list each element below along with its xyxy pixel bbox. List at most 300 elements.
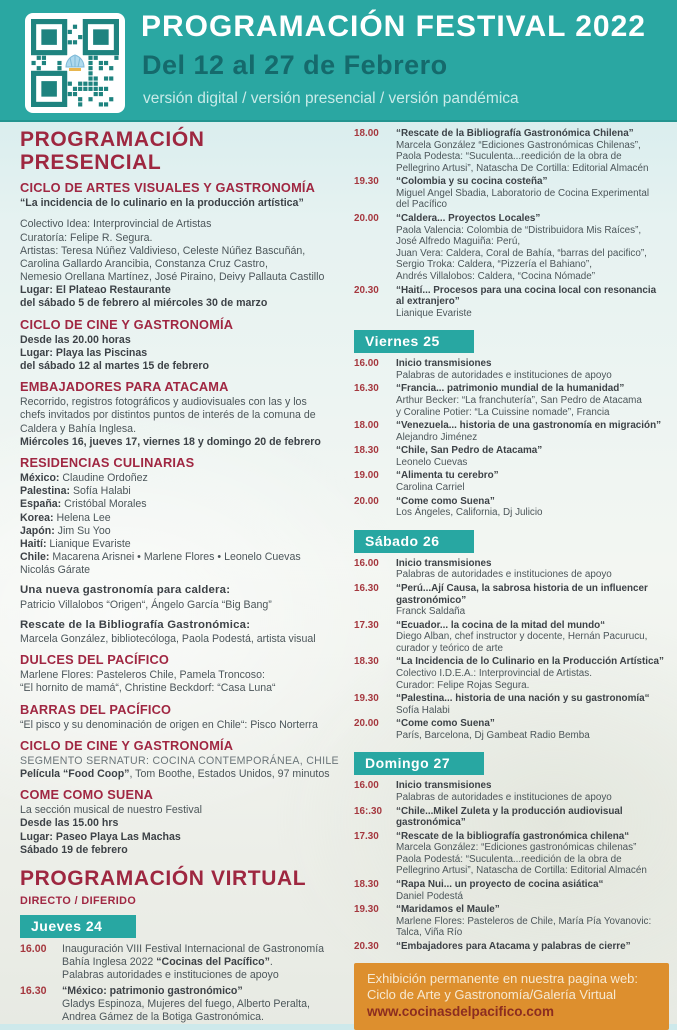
section-heading: CICLO DE ARTES VISUALES Y GASTRONOMÍA <box>20 180 316 196</box>
text-run: “La Incidencia de lo Culinario en la Producción Artística” <box>396 656 664 668</box>
schedule-entry <box>390 176 669 211</box>
website-url[interactable]: www.cocinasdelpacifico.com <box>367 1004 555 1020</box>
text-run: Recorrido, registros fotográficos y audiovisuales con las y los <box>20 396 307 409</box>
schedule-time: 17.30 <box>354 619 379 631</box>
text-run: Macarena Arisnei • Marlene Flores • Leonelo Cuevas <box>49 551 301 564</box>
schedule-item <box>354 941 669 953</box>
text-run: Nemesio Orellana Martínez, José Piraino, Deivy Pallauta Castillo <box>20 271 325 284</box>
schedule-item <box>354 656 669 691</box>
schedule-item <box>354 879 669 902</box>
text-line <box>396 370 669 382</box>
schedule-entry <box>390 383 669 418</box>
text-run: París, Barcelona, Dj Gambeat Radio Bemba <box>396 729 590 741</box>
text-line <box>396 606 669 618</box>
text-run: Jim Su Yoo <box>54 524 111 537</box>
text-run: Palabras de autoridades e instituciones de apoyo <box>396 569 612 581</box>
text-line <box>20 719 342 732</box>
text-run: “Chile...Mikel Zuleta y la producción audiovisual <box>396 805 623 817</box>
text-run: y Coraline Potier: “La Cuissine nomade”, Francia <box>396 406 610 418</box>
text-run: Sergio Troka: Caldera, “Pizzería el Bahiano”, <box>396 259 592 271</box>
text-run: al extranjero” <box>396 296 460 308</box>
schedule-time: 18.30 <box>354 656 379 668</box>
text-run: Artistas: Teresa Núñez Valdivieso, Celeste Núñez Bascuñán, <box>20 244 306 257</box>
footer-line1: Exhibición permanente en nuestra pagina web: <box>367 970 639 986</box>
text-run: Lianique Evariste <box>46 537 131 550</box>
text-line <box>62 956 342 969</box>
text-run: “Francia... patrimonio mundial de la humanidad” <box>396 383 625 395</box>
schedule-item <box>354 285 669 320</box>
text-line <box>20 768 342 781</box>
text-run: Desde las 20.00 horas <box>20 333 131 346</box>
schedule-item <box>354 445 669 468</box>
text-run: Talca, Viña Río <box>396 927 463 939</box>
schedule-time: 16.30 <box>20 984 47 997</box>
schedule-entry <box>390 470 669 493</box>
section-heading: DULCES DEL PACÍFICO <box>20 652 170 668</box>
text-line <box>396 620 669 632</box>
text-run: Gladys Espinoza, Mujeres del fuego, Alberto Peralta, <box>62 997 310 1010</box>
qr-code <box>25 13 125 113</box>
section-heading: RESIDENCIAS CULINARIAS <box>20 454 195 470</box>
text-line <box>20 423 342 436</box>
text-run: Palabras de autoridades e instituciones de apoyo <box>396 369 612 381</box>
virtual-title: PROGRAMACIÓN VIRTUAL <box>20 866 307 890</box>
text-run: “Haití... Procesos para una cocina local con resonancia <box>396 284 657 296</box>
text-line <box>396 583 669 595</box>
text-run: Carolina Gallardo Arancibia, Constanza Cruz Castro, <box>20 257 268 270</box>
text-line <box>396 927 669 939</box>
text-run: “Come como Suena” <box>396 495 495 507</box>
day-label-sabado: Sábado 26 <box>354 530 474 553</box>
text-line <box>20 755 342 768</box>
text-run: Lugar: El Plateao Restaurante <box>20 284 171 297</box>
schedule-time: 19.30 <box>354 904 379 916</box>
text-line <box>396 420 669 432</box>
text-run: Los Ángeles, California, Dj Julicio <box>396 507 543 519</box>
text-line <box>396 569 669 581</box>
text-line <box>396 236 669 248</box>
text-line <box>396 383 669 395</box>
text-line <box>20 804 342 817</box>
text-run: Chile: <box>20 551 50 564</box>
schedule-time: 16.30 <box>354 383 379 395</box>
text-run: “El pisco y su denominación de origen en Chile“: Pisco Norterra <box>20 718 318 731</box>
text-line <box>62 943 342 956</box>
text-run: Caldera y Bahía Inglesa. <box>20 422 137 435</box>
text-line <box>396 792 669 804</box>
text-line <box>20 682 342 695</box>
schedule-item <box>354 693 669 716</box>
text-run: Colectivo I.D.E.A.: Interprovincial de Artistas. <box>396 667 592 679</box>
text-line <box>396 680 669 692</box>
qr-code-icon <box>31 19 119 107</box>
text-run: Daniel Podestá <box>396 890 463 902</box>
text-run: gastronómico” <box>396 594 467 606</box>
schedule-item <box>20 943 342 983</box>
schedule-entry <box>390 583 669 618</box>
text-line <box>396 916 669 928</box>
text-line <box>62 985 342 998</box>
text-line <box>396 780 669 792</box>
section-heading: BARRAS DEL PACÍFICO <box>20 701 172 717</box>
text-run: Alejandro Jiménez <box>396 431 478 443</box>
text-line <box>396 482 669 494</box>
text-run: Lugar: Playa las Piscinas <box>20 346 148 359</box>
text-run: del sábado 5 de febrero al miércoles 30 de marzo <box>20 297 268 310</box>
text-line <box>396 259 669 271</box>
schedule-item <box>354 358 669 381</box>
schedule-time: 18.30 <box>354 879 379 891</box>
text-line <box>20 284 342 297</box>
schedule-time: 16.00 <box>20 943 47 956</box>
schedule-item <box>354 583 669 618</box>
text-run: del sábado 12 al martes 15 de febrero <box>20 360 210 373</box>
day-section-domingo <box>354 743 669 952</box>
text-line <box>396 507 669 519</box>
text-run: . <box>269 956 273 969</box>
text-line <box>20 485 342 498</box>
schedule-entry <box>56 985 342 1025</box>
text-line <box>20 525 342 538</box>
text-line <box>396 128 669 140</box>
text-run: Juan Vera: Caldera, Coral de Bahía, “barras del pacifico”, <box>396 247 647 259</box>
schedule-entry <box>390 128 669 174</box>
text-run: Bahía Inglesa 2022 <box>62 956 157 969</box>
text-line <box>396 432 669 444</box>
text-run: Inauguración VIII Festival Internacional de Gastronomía <box>62 943 325 956</box>
text-run: Pellegrino Artusi”, Natascha De Cortilla: Editorial Almacén <box>396 162 649 174</box>
schedule-time: 20.00 <box>354 213 379 225</box>
schedule-item <box>354 718 669 741</box>
schedule-item <box>354 383 669 418</box>
text-run: “Rapa Nui... un proyecto de cocina asiática“ <box>396 879 604 891</box>
text-line <box>396 668 669 680</box>
text-run: “Chile, San Pedro de Atacama” <box>396 445 543 457</box>
text-line <box>396 308 669 320</box>
text-run: Korea: <box>20 511 54 524</box>
schedule-time: 19.30 <box>354 693 379 705</box>
day-label-domingo: Domingo 27 <box>354 752 484 775</box>
text-run: “Cocinas del Pacífico” <box>156 956 270 969</box>
schedule-time: 16:.30 <box>354 805 383 817</box>
text-line <box>20 498 342 511</box>
text-line <box>396 693 669 705</box>
domingo-schedule <box>354 780 669 952</box>
text-run: Marlene Flores: Pasteleros de Chile, María Pía Yovanovic: <box>396 915 652 927</box>
header-banner <box>0 0 677 122</box>
text-run: Inicio transmisiones <box>396 358 492 370</box>
section-heading: CICLO DE CINE Y GASTRONOMÍA <box>20 316 234 332</box>
schedule-time: 19.30 <box>354 176 379 188</box>
text-run: Curador: Felipe Rojas Segura. <box>396 679 530 691</box>
text-run: “Come como Suena” <box>396 718 495 730</box>
text-run: Palabras autoridades e instituciones de apoyo <box>62 969 279 982</box>
schedule-time: 17.30 <box>354 830 379 842</box>
text-run: Lianique Evariste <box>396 307 472 319</box>
text-line <box>20 564 342 577</box>
text-run: Carolina Carriel <box>396 482 465 494</box>
text-run: José Alfredo Maguiña: Perú, <box>396 236 521 248</box>
schedule-item <box>354 780 669 803</box>
text-line <box>20 360 342 373</box>
schedule-item <box>354 213 669 282</box>
text-line <box>62 969 342 982</box>
schedule-time: 16.00 <box>354 557 379 569</box>
schedule-time: 20.00 <box>354 495 379 507</box>
content-columns <box>0 124 677 1030</box>
schedule-entry <box>390 420 669 443</box>
text-line <box>396 296 669 308</box>
text-run: “Rescate de la Bibliografía Gastronómica Chilena” <box>396 128 634 139</box>
text-line <box>396 865 669 877</box>
schedule-entry <box>390 620 669 655</box>
schedule-entry <box>390 213 669 282</box>
text-run: , Tom Boothe, Estados Unidos, 97 minutos <box>129 768 330 781</box>
jueves-schedule-continued <box>354 128 669 319</box>
schedule-entry <box>56 943 342 983</box>
text-line <box>20 232 342 245</box>
schedule-time: 20.30 <box>354 284 379 296</box>
text-run: “El hornito de mamá“, Christine Beckdorf: “Casa Luna“ <box>20 682 276 695</box>
text-run: “México: patrimonio gastronómico” <box>62 984 243 997</box>
schedule-time: 16.00 <box>354 358 379 370</box>
text-line <box>20 218 342 231</box>
schedule-item <box>354 904 669 939</box>
text-line <box>20 472 342 485</box>
text-run: “Rescate de la bibliografía gastronómica chilena“ <box>396 830 630 842</box>
text-run: “Ecuador... la cocina de la mitad del mundo“ <box>396 619 606 631</box>
text-run: México: <box>20 471 60 484</box>
text-line <box>20 817 342 830</box>
text-line <box>396 395 669 407</box>
schedule-time: 18.30 <box>354 445 379 457</box>
schedule-entry <box>390 285 669 320</box>
web-exhibition-box <box>354 963 669 1030</box>
schedule-entry <box>390 445 669 468</box>
text-line <box>20 844 342 857</box>
text-run: “Alimenta tu cerebro” <box>396 470 499 482</box>
text-line <box>20 197 342 210</box>
text-run: Japón: <box>20 524 55 537</box>
text-line <box>20 245 342 258</box>
text-line <box>20 258 342 271</box>
text-line <box>396 496 669 508</box>
section-heading: COME COMO SUENA <box>20 787 154 803</box>
text-run: Paola Podesta: “Suculenta...reedición de la obra de <box>396 151 622 163</box>
text-run: Curatoría: Felipe R. Segura. <box>20 231 153 244</box>
schedule-item <box>354 176 669 211</box>
presencial-sections <box>20 180 342 857</box>
text-run: Nicolás Gárate <box>20 564 91 577</box>
text-line <box>396 151 669 163</box>
text-run: Paola Valencia: Colombia de “Distribuidora Mis Raíces”, <box>396 224 642 236</box>
day-section-sabado <box>354 521 669 742</box>
day-section-viernes <box>354 321 669 519</box>
schedule-item <box>354 128 669 174</box>
schedule-entry <box>390 693 669 716</box>
jueves-schedule-left <box>20 943 342 1024</box>
text-line <box>396 225 669 237</box>
page-subtitle-dates: Del 12 al 27 de Febrero <box>142 50 448 80</box>
text-run: Marlene Flores: Pasteleros Chile, Pamela Troncoso: <box>20 669 265 682</box>
text-line <box>396 891 669 903</box>
schedule-entry <box>390 496 669 519</box>
text-run: Leonelo Cuevas <box>396 456 468 468</box>
text-run: “La incidencia de lo culinario en la producción artística” <box>20 197 304 210</box>
schedule-entry <box>390 831 669 877</box>
text-run: Andrés Villalobos: Caldera, “Cocina Nómade” <box>396 270 596 282</box>
text-line <box>20 297 342 310</box>
text-line <box>396 199 669 211</box>
page-title: PROGRAMACIÓN FESTIVAL 2022 <box>141 10 646 43</box>
text-run: Sofía Halabi <box>70 485 131 498</box>
text-run: España: <box>20 498 62 511</box>
text-run: Arthur Becker: “La franchutería”, San Pedro de Atacama <box>396 394 642 406</box>
text-line <box>20 633 342 646</box>
schedule-time: 19.00 <box>354 470 379 482</box>
text-run: Franck Saldaña <box>396 606 466 618</box>
text-run: Lugar: Paseo Playa Las Machas <box>20 830 181 843</box>
schedule-time: 18.00 <box>354 420 379 432</box>
text-run: “Perú...Ají Causa, la sabrosa historia de un influencer <box>396 582 648 594</box>
text-line <box>20 347 342 360</box>
text-line <box>396 595 669 607</box>
text-line <box>396 806 669 818</box>
footer-line2: Ciclo de Arte y Gastronomía/Galería Virtual <box>367 986 617 1002</box>
right-column <box>354 128 669 1030</box>
text-line <box>396 188 669 200</box>
text-run: Desde las 15.00 hrs <box>20 817 119 830</box>
viernes-schedule <box>354 358 669 519</box>
schedule-item <box>354 620 669 655</box>
text-line <box>20 599 342 612</box>
text-run: curador y teórico de arte <box>396 642 504 654</box>
text-run: Marcela González: “Ediciones gastronómicas chilenas” <box>396 842 637 854</box>
text-run: Sábado 19 de febrero <box>20 843 128 856</box>
text-line <box>396 879 669 891</box>
schedule-time: 20.30 <box>354 940 379 952</box>
text-line <box>396 558 669 570</box>
text-line <box>20 512 342 525</box>
section-heading: CICLO DE CINE Y GASTRONOMÍA <box>20 737 234 753</box>
schedule-entry <box>390 358 669 381</box>
text-run: Inicio transmisiones <box>396 780 492 792</box>
schedule-item <box>354 831 669 877</box>
text-run: Pellegrino Artusi”, Natascha de Cortilla: Editorial Almacén <box>396 865 647 877</box>
text-run: Marcela González “Ediciones Gastronómicas Chilenas”, <box>396 139 641 151</box>
text-line <box>396 705 669 717</box>
schedule-item <box>354 470 669 493</box>
text-line <box>20 271 342 284</box>
text-line <box>20 334 342 347</box>
text-run: gastronómica” <box>396 817 466 829</box>
text-line <box>396 730 669 742</box>
text-line <box>396 445 669 457</box>
schedule-entry <box>390 879 669 902</box>
text-line <box>396 842 669 854</box>
text-run: Marcela González, bibliotecóloga, Paola Podestá, artista visual <box>20 633 316 646</box>
text-line <box>396 643 669 655</box>
text-run: Haití: <box>20 537 47 550</box>
text-line <box>62 1011 342 1024</box>
sabado-schedule <box>354 558 669 742</box>
text-line <box>20 409 342 422</box>
schedule-entry <box>390 806 669 829</box>
left-column <box>20 128 342 1030</box>
text-run: La sección musical de nuestro Festival <box>20 804 202 817</box>
schedule-entry <box>390 904 669 939</box>
text-line <box>396 904 669 916</box>
text-run: Palestina: <box>20 485 71 498</box>
text-run: del Pacífico <box>396 199 448 211</box>
text-line <box>62 998 342 1011</box>
text-run: Colectivo Idea: Interprovincial de Artistas <box>20 218 212 231</box>
text-run: Miguel Angel Sbadia, Laboratorio de Cocina Experimental <box>396 187 650 199</box>
section-heading: EMBAJADORES PARA ATACAMA <box>20 379 229 395</box>
text-line <box>396 656 669 668</box>
text-run: Helena Lee <box>53 511 111 524</box>
presencial-title: PROGRAMACIÓN PRESENCIAL <box>20 128 205 175</box>
schedule-time: 18.00 <box>354 128 379 139</box>
text-line <box>396 817 669 829</box>
text-run: “Embajadores para Atacama y palabras de cierre” <box>396 940 631 952</box>
text-run: “Caldera... Proyectos Locales” <box>396 213 541 225</box>
text-line <box>396 248 669 260</box>
text-run: Película “Food Coop” <box>20 768 130 781</box>
schedule-item <box>354 420 669 443</box>
text-run: Diego Alban, chef instructor y docente, Hernán Pacurucu, <box>396 631 648 643</box>
schedule-item <box>20 985 342 1025</box>
text-run: “Colombia y su cocina costeña” <box>396 176 548 188</box>
text-run: SEGMENTO SERNATUR: COCINA CONTEMPORÁNEA, CHILE <box>20 754 339 767</box>
schedule-time: 16.30 <box>354 582 379 594</box>
text-line <box>396 457 669 469</box>
text-line <box>396 213 669 225</box>
text-line <box>396 140 669 152</box>
virtual-subtitle: DIRECTO / DIFERIDO <box>20 895 137 908</box>
text-line <box>20 436 342 449</box>
schedule-item <box>354 496 669 519</box>
schedule-entry <box>390 718 669 741</box>
text-run: Miércoles 16, jueves 17, viernes 18 y domingo 20 de febrero <box>20 435 321 448</box>
text-line <box>20 396 342 409</box>
text-line <box>396 163 669 175</box>
text-line <box>396 358 669 370</box>
text-run: Claudine Ordoñez <box>59 471 148 484</box>
text-line <box>396 718 669 730</box>
schedule-item <box>354 558 669 581</box>
text-line <box>20 831 342 844</box>
text-line <box>20 669 342 682</box>
schedule-item <box>354 806 669 829</box>
text-run: “Palestina... historia de una nación y su gastronomía“ <box>396 693 650 705</box>
text-line <box>20 551 342 564</box>
page-tagline: versión digital / versión presencial / versión pandémica <box>143 90 519 107</box>
text-line <box>396 285 669 297</box>
text-run: Palabras de autoridades e instituciones de apoyo <box>396 792 612 804</box>
text-line <box>396 941 669 953</box>
text-run: Patricio Villalobos “Origen“, Ángelo García “Big Bang” <box>20 598 272 611</box>
section-heading: Una nueva gastronomía para caldera: <box>20 584 231 597</box>
text-line <box>396 470 669 482</box>
day-label-jueves: Jueves 24 <box>20 915 136 938</box>
text-line <box>396 854 669 866</box>
day-label-viernes: Viernes 25 <box>354 330 474 353</box>
text-line <box>396 407 669 419</box>
schedule-entry <box>390 656 669 691</box>
text-line <box>396 831 669 843</box>
text-line <box>20 538 342 551</box>
